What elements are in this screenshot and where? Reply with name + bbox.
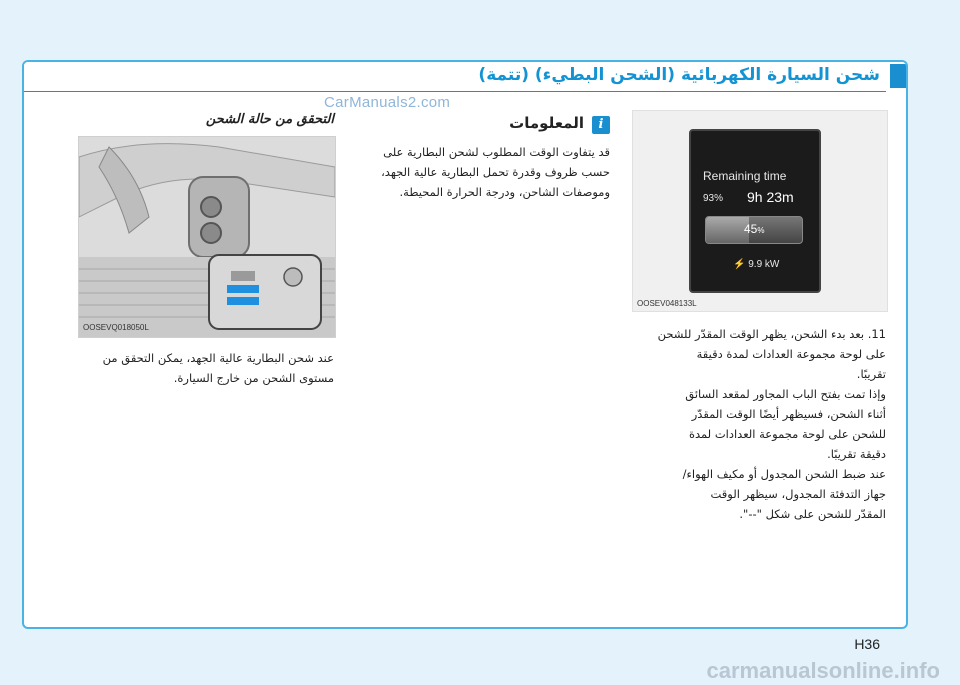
- battery-icon: [705, 216, 803, 244]
- text-line: عند شحن البطارية عالية الجهد، يمكن التحقق من: [102, 351, 334, 365]
- watermark-text: CarManuals2.com: [324, 94, 451, 111]
- header-marker: [890, 64, 906, 88]
- image-code: OOSEV048133L: [637, 299, 697, 308]
- section-title: شحن السيارة الكهربائية (الشحن البطيء) (تتمة): [478, 65, 880, 85]
- cluster-display: [689, 129, 821, 293]
- footer-watermark: carmanualsonline.info: [706, 658, 940, 683]
- text-line: مستوى الشحن من خارج السيارة.: [173, 371, 334, 385]
- battery-value: 45: [744, 222, 758, 236]
- charge-port-illustration: [78, 136, 336, 338]
- text-line: أثناء الشحن، فسيظهر أيضًا الوقت المقدّر: [691, 407, 886, 421]
- info-title: المعلومات: [509, 114, 584, 132]
- text-line: عند ضبط الشحن المجدول أو مكيف الهواء/: [682, 467, 886, 481]
- text-line: جهاز التدفئة المجدول، سيظهر الوقت: [710, 487, 886, 501]
- battery-level: [744, 222, 764, 236]
- remaining-time-label: Remaining time: [703, 169, 787, 183]
- text-line: حسب ظروف وقدرة تحمل البطارية عالية الجهد،: [381, 165, 610, 179]
- remaining-time-value: 9h 23m: [747, 189, 794, 205]
- text-line: وإذا تمت بفتح الباب المجاور لمقعد السائق: [685, 387, 886, 401]
- right-column-text: [636, 324, 886, 524]
- image-code: OOSEVQ018050L: [83, 323, 149, 332]
- check-status-heading: التحقق من حالة الشحن: [205, 112, 334, 127]
- info-text: [354, 142, 610, 202]
- text-line: وموصفات الشاحن، ودرجة الحرارة المحيطة.: [399, 185, 610, 199]
- text-line: تقريبًا.: [856, 367, 886, 381]
- text-line: على لوحة مجموعة العدادات لمدة دقيقة: [696, 347, 886, 361]
- charge-port-drawing: [79, 137, 335, 337]
- page-number: H36: [854, 636, 880, 652]
- cluster-illustration: [632, 110, 888, 312]
- text-line: دقيقة تقريبًا.: [827, 447, 886, 461]
- text-line: قد يتفاوت الوقت المطلوب لشحن البطارية على: [383, 145, 610, 159]
- battery-unit: %: [757, 226, 765, 235]
- battery-fill: [706, 217, 749, 243]
- text-line: 11. بعد بدء الشحن، يظهر الوقت المقدّر للشحن: [657, 327, 886, 341]
- header-rule: [24, 91, 886, 92]
- info-icon: i: [592, 116, 610, 134]
- charge-percent: 93%: [703, 193, 724, 204]
- page-header: [24, 62, 906, 88]
- text-line: المقدّر للشحن على شكل "--".: [739, 507, 886, 521]
- manual-page: [22, 60, 908, 629]
- left-column-text: [78, 348, 334, 388]
- charging-power: ⚡ 9.9 kW: [733, 259, 780, 270]
- info-heading: [364, 114, 610, 138]
- text-line: للشحن على لوحة مجموعة العدادات لمدة: [688, 427, 886, 441]
